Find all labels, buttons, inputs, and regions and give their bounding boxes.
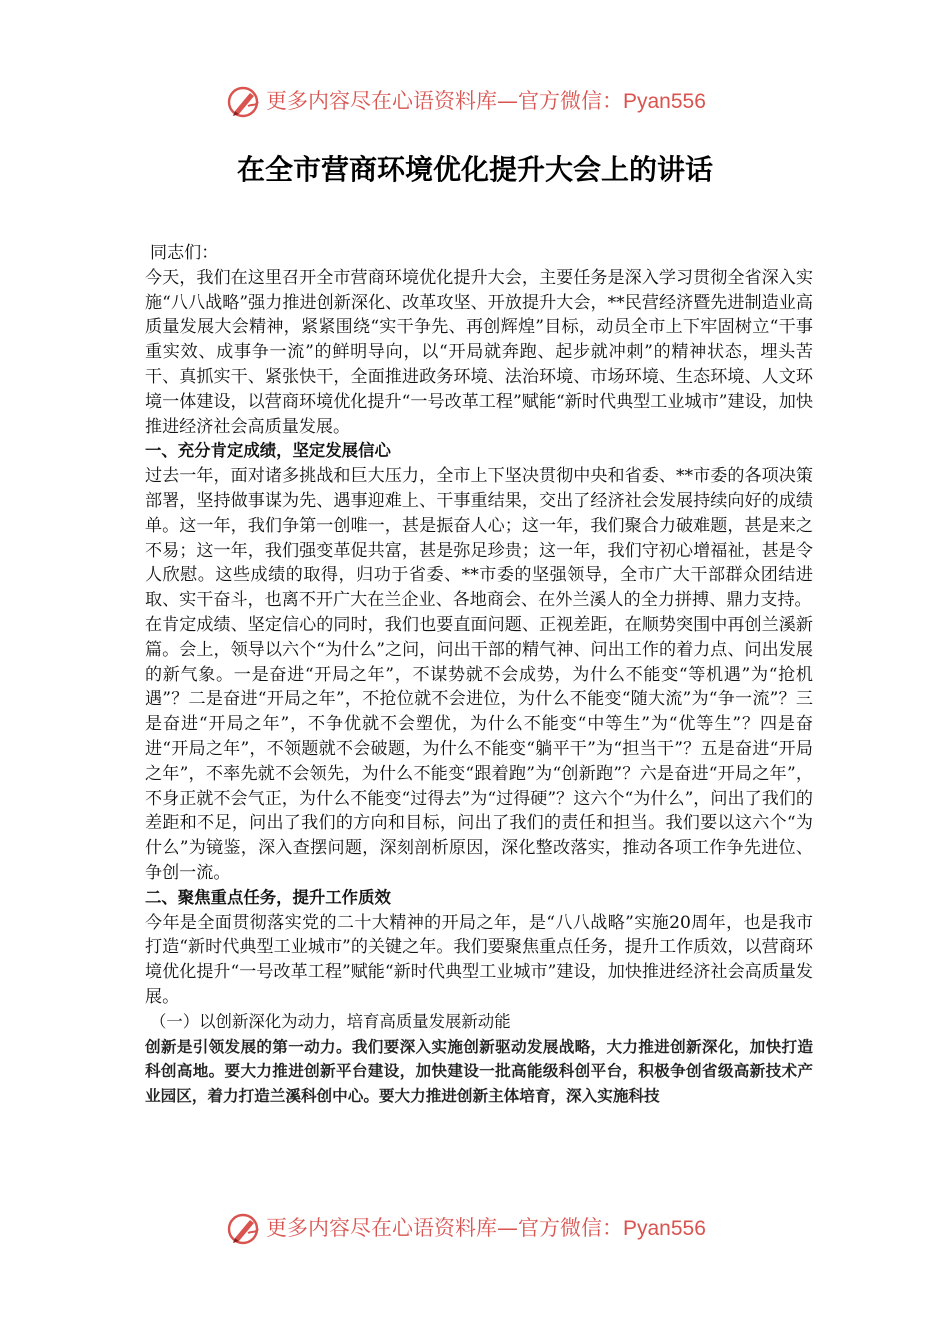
header-watermark: [0, 80, 950, 124]
section-1-paragraph-1: 过去一年，面对诸多挑战和巨大压力，全市上下坚决贯彻中央和省委、**市委的各项决策部署，坚持做事谋为先、遇事迎难上、干事重结果，交出了经济社会发展持续向好的成绩单。这一年，我们争第一创唯一，甚是振奋人心；这一年，我们聚合力破难题，甚是来之不易；这一年，我们强变革促共富，甚是弥足珍贵；这一年，我们守初心增福祉，甚是令人欣慰。这些成绩的取得，归功于省委、**市委的坚强领导，全市广大干部群众团结进取、实干奋斗，也离不开广大在兰企业、各地商会、在外兰溪人的全力拼搏、鼎力支持。: [145, 466, 813, 611]
watermark-text-cn: 更多内容尽在心语资料库—官方微信：: [266, 1216, 623, 1240]
watermark-wechat-id: Pyan556: [623, 1217, 706, 1240]
footer-watermark: [0, 1207, 950, 1251]
pen-logo-icon: [226, 84, 262, 120]
watermark-text: [266, 88, 706, 115]
section-2-paragraph-1: 今年是全面贯彻落实党的二十大精神的开局之年，是“八八战略”实施20周年，也是我市打造“新时代典型工业城市”的关键之年。我们要聚焦重点任务，提升工作质效，以营商环境优化提升“一号改革工程”赋能“新时代典型工业城市”建设，加快推进经济社会高质量发展。: [145, 912, 813, 1007]
watermark-text-cn: 更多内容尽在心语资料库—官方微信：: [266, 89, 623, 113]
section-2-subheading: （一）以创新深化为动力，培育高质量发展新动能: [150, 1011, 511, 1031]
watermark-wechat-id: Pyan556: [623, 90, 706, 113]
section-2-heading: 二、聚焦重点任务，提升工作质效: [145, 887, 391, 907]
section-1-heading: 一、充分肯定成绩，坚定发展信心: [145, 441, 391, 461]
document-body: [145, 241, 813, 1109]
pen-logo-icon: [226, 1211, 262, 1247]
watermark-text: [266, 1215, 706, 1242]
salutation: 同志们：: [150, 243, 219, 263]
document-title: 在全市营商环境优化提升大会上的讲话: [236, 153, 713, 186]
section-1-paragraph-2: 在肯定成绩、坚定信心的同时，我们也要直面问题、正视差距，在顺势突围中再创兰溪新篇。会上，领导以六个“为什么”之问，问出干部的精气神、问出工作的着力点、问出发展的新气象。一是奋进“开局之年”，不谋势就不会成势，为什么不能变“等机遇”为“抢机遇”？二是奋进“开局之年”，不抢位就不会进位，为什么不能变“随大流”为“争一流”？三是奋进“开局之年”，不争优就不会塑优，为什么不能变“中等生”为“优等生”？四是奋进“开局之年”，不领题就不会破题，为什么不能变“躺平干”为“担当干”？五是奋进“开局之年”，不率先就不会领先，为什么不能变“跟着跑”为“创新跑”？六是奋进“开局之年”，不身正就不会气正，为什么不能变“过得去”为“过得硬”？这六个“为什么”，问出了我们的差距和不足，问出了我们的方向和目标，问出了我们的责任和担当。我们要以这六个“为什么”为镜鉴，深入查摆问题，深刻剖析原因，深化整改落实，推动各项工作争先进位、争创一流。: [145, 614, 813, 883]
section-2-sub-paragraph: 创新是引领发展的第一动力。我们要深入实施创新驱动发展战略，大力推进创新深化，加快打造科创高地。要大力推进创新平台建设，加快建设一批高能级科创平台，积极争创省级高新技术产业园区，着力打造兰溪科创中心。要大力推进创新主体培育，深入实施科技: [145, 1037, 813, 1106]
intro-paragraph: 今天，我们在这里召开全市营商环境优化提升大会，主要任务是深入学习贯彻全省深入实施“八八战略”强力推进创新深化、改革攻坚、开放提升大会，**民营经济暨先进制造业高质量发展大会精神，紧紧围绕“实干争先、再创辉煌”目标，动员全市上下牢固树立“干事重实效、成事争一流”的鲜明导向，以“开局就奔跑、起步就冲刺”的精神状态，埋头苦干、真抓实干、紧张快干，全面推进政务环境、法治环境、市场环境、生态环境、人文环境一体建设，以营商环境优化提升“一号改革工程”赋能“新时代典型工业城市”建设，加快推进经济社会高质量发展。: [145, 267, 813, 437]
